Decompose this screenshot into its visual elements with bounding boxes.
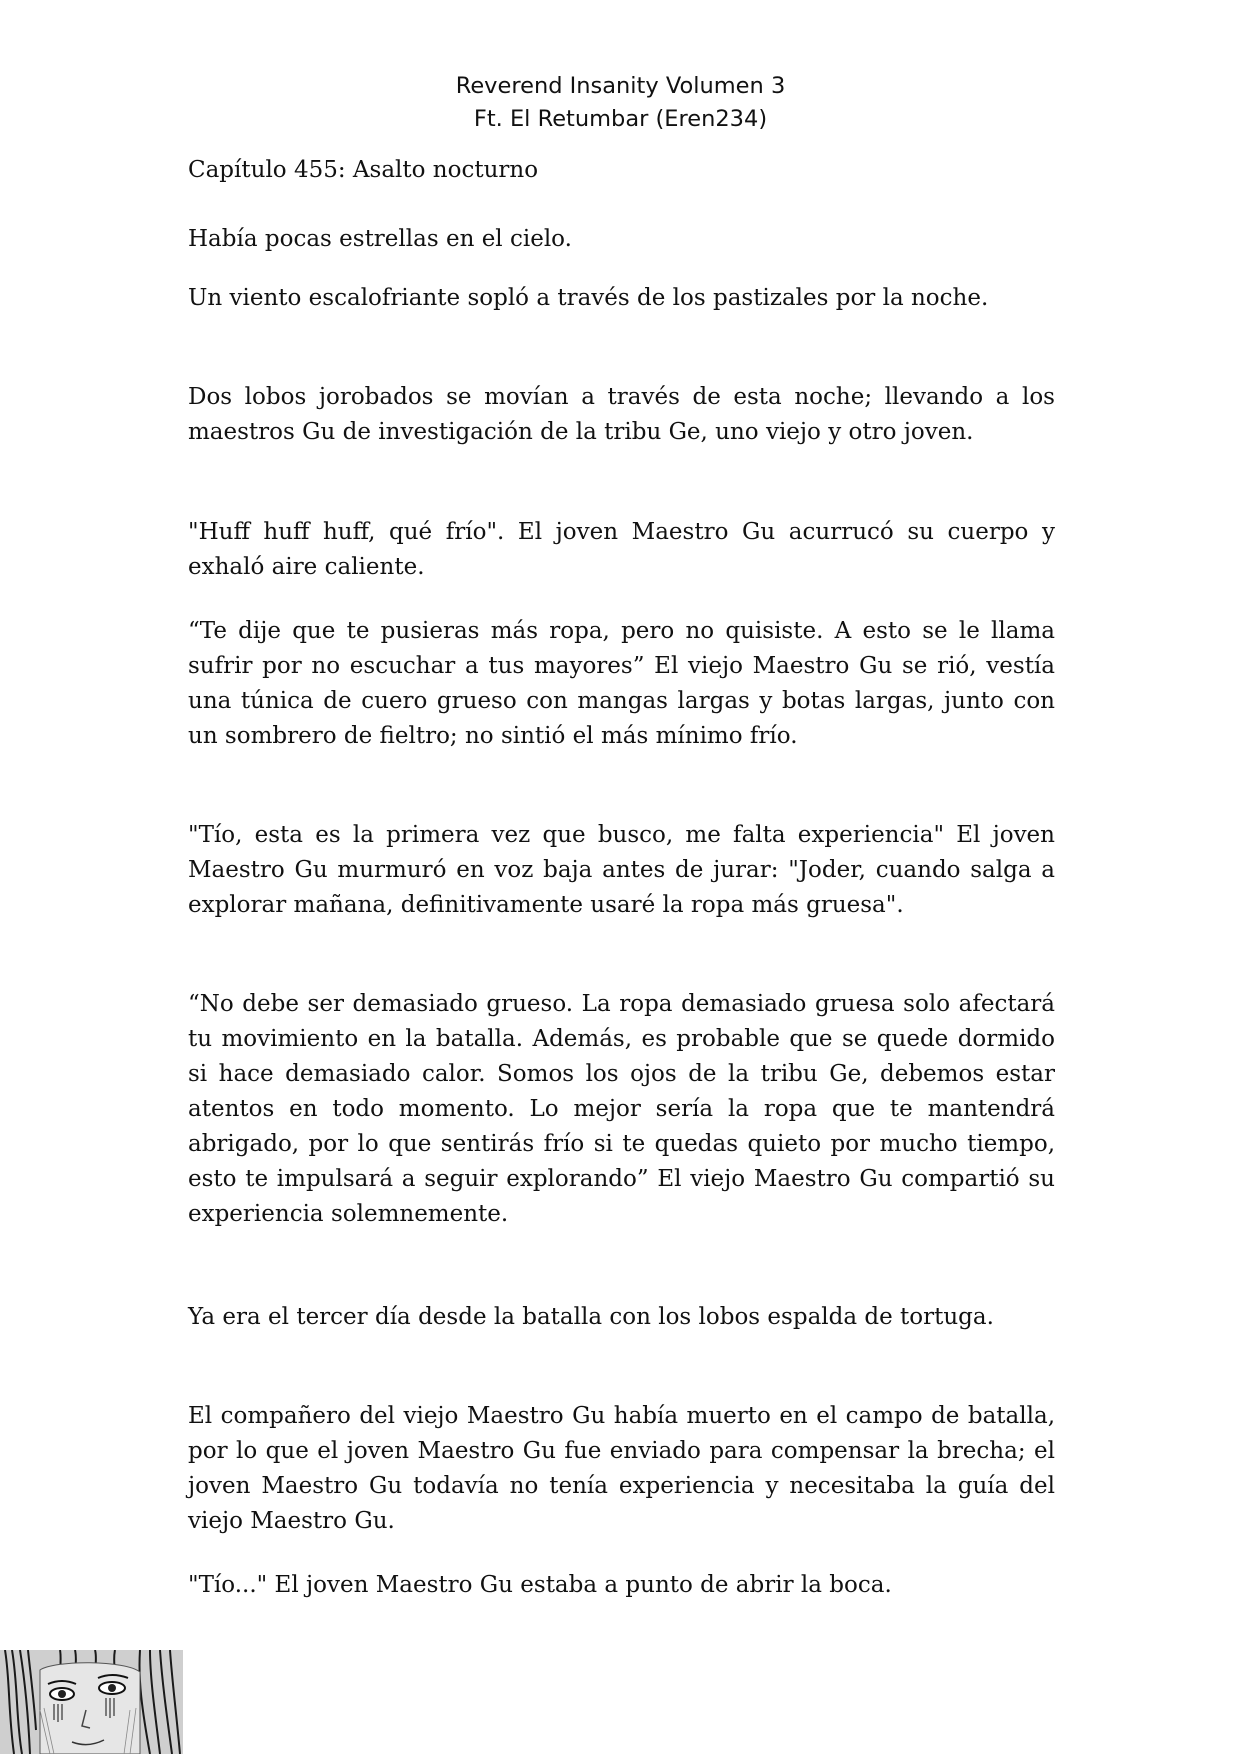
paragraph-9: El compañero del viejo Maestro Gu había muerto en el campo de batalla, por lo que el joven Maestro Gu fue enviado para compensar la brecha; el joven Maestro Gu todavía no tenía experiencia y necesitaba la guía del viejo Maestro Gu. [188,1403,1055,1534]
paragraph-4: "Huff huff huff, qué frío". El joven Maestro Gu acurrucó su cuerpo y exhaló aire caliente. [188,519,1055,580]
paragraph-6: "Tío, esta es la primera vez que busco, me falta experiencia" El joven Maestro Gu murmuró en voz baja antes de jurar: "Joder, cuando salga a explorar mañana, definitivamente usaré la ropa más gruesa". [188,822,1055,918]
paragraph-10: "Tío..." El joven Maestro Gu estaba a punto de abrir la boca. [188,1572,892,1598]
document-header [0,70,1241,136]
paragraph-7: “No debe ser demasiado grueso. La ropa demasiado gruesa solo afectará tu movimiento en la batalla. Además, es probable que se quede dormido si hace demasiado calor. Somos los ojos de la tribu Ge, debemos estar atentos en todo momento. Lo mejor sería la ropa que te mantendrá abrigado, por lo que sentirás frío si te quedas quieto por mucho tiempo, esto te impulsará a seguir explorando” El viejo Maestro Gu compartió su experiencia solemnemente. [188,991,1055,1227]
paragraph-5: “Te dije que te pusieras más ropa, pero no quisiste. A esto se le llama sufrir por no escuchar a tus mayores” El viejo Maestro Gu se rió, vestía una túnica de cuero grueso con mangas largas y botas largas, junto con un sombrero de fieltro; no sintió el más mínimo frío. [188,618,1055,749]
header-subtitle: Ft. El Retumbar (Eren234) [473,106,768,132]
header-title: Reverend Insanity Volumen 3 [455,73,786,99]
paragraph-2: Un viento escalofriante sopló a través de los pastizales por la noche. [188,285,989,311]
chapter-title: Capítulo 455: Asalto nocturno [188,157,539,183]
paragraph-1: Había pocas estrellas en el cielo. [188,226,572,252]
paragraph-3: Dos lobos jorobados se movían a través de esta noche; llevando a los maestros Gu de investigación de la tribu Ge, uno viejo y otro joven. [188,384,1055,445]
manga-character-portrait-icon [0,1650,183,1754]
paragraph-8: Ya era el tercer día desde la batalla con los lobos espalda de tortuga. [188,1304,994,1330]
